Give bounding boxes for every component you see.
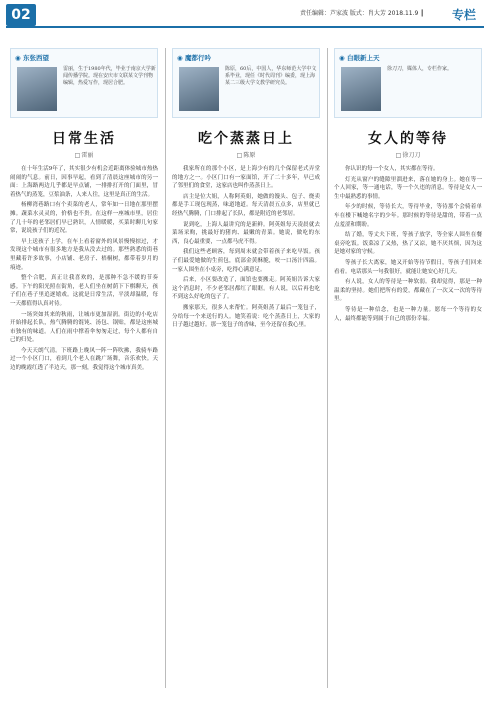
column-author-tag: ◉ 东张西望 — [15, 53, 49, 62]
author-box — [334, 48, 482, 118]
header-rule — [6, 26, 484, 28]
author-photo — [17, 67, 57, 111]
paragraph: 搬家那天，很多人来帮忙。阿英姐蒸了最后一笼包子，分给每一个来送行的人。她笑着说：吃个蒸蒸日上，大家的日子越过越好。那一笼包子的香味，至今还留在我心里。 — [172, 304, 320, 329]
author-bio: 雷丽，生于1980年代，毕业于南京大学新闻传播学院。现在安庆市文联某文学刊物编辑，热爱写作，现居合肥。 — [63, 66, 156, 86]
paragraph: 今天天朗气清。下班路上晚风一阵一阵吹拂，我骑车路过一个小区门口，看到几个老人在跳广场舞，音乐欢快。天边的晚霞红透了半边天，那一刻，我觉得这个城市真美。 — [10, 347, 158, 372]
article-byline: □ 徐刀刀 — [334, 150, 482, 159]
author-bio: 徐刀刀，媒体人，专栏作家。 — [387, 66, 453, 72]
column-author-tag: ◉ 白眼新上天 — [339, 53, 379, 62]
paragraph: 店主是位大姐，人称阿英姐，她做的馒头、包子、烧卖都是手工现包现蒸，味道地道。每天清晨五点多，店里就已经热气腾腾，门口排起了长队，都是附近的老邻居。 — [172, 193, 320, 217]
article-byline: □ 陈原 — [172, 150, 320, 159]
page-number: 02 — [6, 4, 36, 26]
paragraph: 年少的时候，等待长大，等待毕业，等待那个会骑着单车在楼下喊她名字的少年。那时候的等待是甜的，带着一点点羞涩和期盼。 — [334, 204, 482, 228]
column-divider — [165, 48, 166, 688]
article-body — [10, 165, 158, 373]
column-author-tag: ◉ 魔都行吟 — [177, 53, 211, 62]
paragraph: 早上送孩子上学，在车上看着窗外的风景慢慢掠过，才发现这个城市有很多地方是我从没去过的。那些熟悉的街巷里藏着许多故事，小店铺、老房子、梧桐树，都带着岁月的痕迹。 — [10, 238, 158, 271]
paragraph: 在十年生活9年了，其实很少有机会近距离体验城市热热闹闹的气息。前日，因事早起，看到了清晨这座城市的另一面：上海路两边几乎都是早点铺，一排排打开的门面里，冒着热气的蒸笼，豆浆油条，人来人往，这里是真正的生活。 — [10, 166, 158, 198]
paragraph: 等孩子长大离家，她又开始等待节假日，等孩子们回来看看。电话那头一句我很好，就能让她安心好几天。 — [334, 259, 482, 275]
column-3 — [334, 48, 482, 688]
column-2 — [172, 48, 320, 688]
author-bio: 陈原，60后，中国人，华东师范大学中文系毕业，现任《时代周刊》编委，现上海某二三级大学文教学研究员。 — [225, 66, 317, 86]
paragraph: 一场突如其来的秋雨，让城市更加湿润。街边的小吃店开始排起长队，热气腾腾的馄饨、汤包、锅贴，都是这座城市独有的味道。人们在雨中撑着伞匆匆走过，每个人都有自己的归处。 — [10, 311, 158, 344]
column-divider — [327, 48, 328, 688]
article-title: 日常生活 — [52, 131, 116, 147]
author-photo — [179, 67, 219, 111]
article-title: 吃个蒸蒸日上 — [198, 131, 294, 147]
paragraph: 整个合肥，真正让我喜欢的，是那种不急不缓的节奏感。下午的阳光照在街角，老人们坐在树荫下下棋聊天，孩子们在巷子里追逐嬉戏。这就是日常生活，平淡却温暖，每一天都值得认真对待。 — [10, 275, 158, 307]
page-header — [0, 0, 490, 30]
paragraph: 我们这些老顾客，每到周末就会带着孩子来吃早饭。孩子们最爱她做的生煎包，底部金黄酥脆，咬一口汤汁四溢。一家人围坐在小桌旁，吃得心满意足。 — [172, 249, 320, 273]
article-byline: □ 雷丽 — [10, 150, 158, 159]
article-title: 女人的等待 — [368, 131, 448, 147]
paragraph: 杨柳湾巷路口有个卖菜的老人，常年如一日地在那里摆摊。蔬菜水灵灵的，价格也不贵。在这样一座城市里，居住了几十年的老邻居们早已熟识，人情暖暖，买菜时聊几句家常，说说孩子们的近况。 — [10, 202, 158, 235]
article-body — [334, 165, 482, 323]
paragraph: 后来，小区要改造了，面馆也要搬走。阿英姐告诉大家这个消息时，不少老邻居都红了眼眶。有人说，以后再也吃不到这么好吃的包子了。 — [172, 277, 320, 301]
paragraph: 说到吃，上海人最讲究的是新鲜。阿英姐每天凌晨就去菜场采购，挑最好的猪肉、最嫩的青菜。她说，做吃的东西，良心最重要，一点都马虎不得。 — [172, 221, 320, 245]
paragraph: 有人说，女人的等待是一种软弱。我却觉得，那是一种温柔的坚持。她们把所有的爱，都藏在了一次又一次的等待里。 — [334, 279, 482, 303]
article-body — [172, 165, 320, 330]
paragraph: 等待是一种信念，也是一种力量。愿每一个等待的女人，最终都能等到属于自己的那份幸福。 — [334, 306, 482, 322]
author-photo — [341, 67, 381, 111]
author-box — [10, 48, 158, 118]
editor-meta: 责任编辑：芦家波 版式：肖大芳 2018.11.9 ┃ — [300, 10, 424, 17]
author-box — [172, 48, 320, 118]
section-name: 专栏 — [452, 8, 477, 22]
column-1 — [10, 48, 158, 688]
paragraph: 我家所在的那个小区，是上海少有的几个保留老式弄堂的地方之一。小区门口有一家面馆，开了二十多年，早已成了邻里们的食堂，这家店也叫作蒸蒸日上。 — [172, 166, 320, 190]
paragraph: 灯光从窗户的缝隙里溜进来，落在她的身上。她在等一个人回家，等一通电话，等一个久违的消息。等待是女人一生中最熟悉的事情。 — [334, 176, 482, 200]
paragraph: 结了婚，等丈夫下班，等孩子放学，等全家人围坐在餐桌旁吃饭。饭菜凉了又热，热了又凉，她不厌其烦，因为这是她对家的守候。 — [334, 232, 482, 256]
paragraph: 你认识的每一个女人，其实都在等待。 — [345, 166, 439, 172]
